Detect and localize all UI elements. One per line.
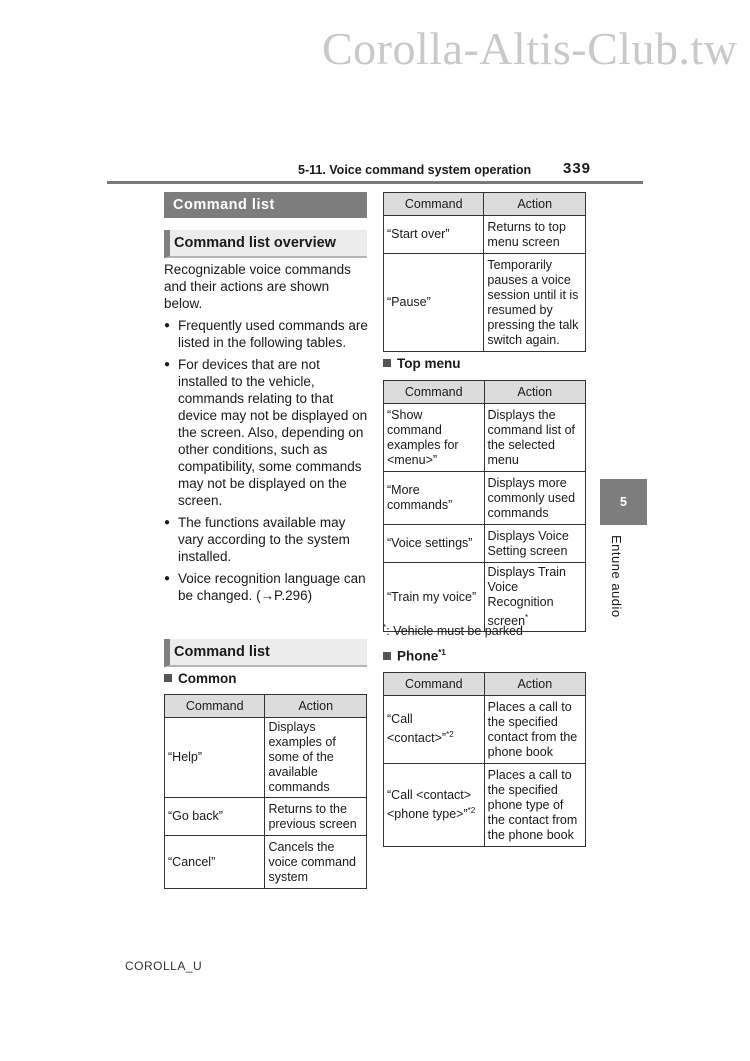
command-cell: “Show command examples for <menu>” (384, 404, 485, 472)
table-row (165, 718, 367, 798)
command-cell: “Start over” (384, 216, 484, 254)
common-heading-text: Common (178, 671, 237, 686)
command-cell (384, 696, 485, 764)
action-text: Displays Train Voice Recognition screen (487, 565, 566, 629)
top-menu-table (383, 380, 586, 632)
top-menu-heading (383, 356, 461, 371)
command-cell: “Pause” (384, 254, 484, 352)
phone-heading-sup: *1 (438, 648, 446, 657)
table-row (384, 254, 586, 352)
section-title: Command list (164, 192, 367, 218)
common-table (164, 694, 367, 889)
action-cell: Places a call to the specified contact from the phone book (484, 696, 585, 764)
square-bullet-icon (383, 652, 391, 660)
watermark: Corolla-Altis-Club.tw (322, 23, 738, 74)
bullet-item: ● Frequently used commands are listed in the following tables. (164, 317, 369, 351)
square-bullet-icon (383, 359, 391, 367)
command-cell: “Train my voice” (384, 563, 485, 632)
table-header-row (165, 695, 367, 718)
command-text: “Call <contact> <phone type>” (387, 787, 472, 822)
table-row (384, 525, 586, 563)
command-cell: “Go back” (165, 798, 265, 836)
table-row (384, 563, 586, 632)
bullet-item: ● Voice recognition language can be changed. (→P.296) (164, 570, 369, 604)
header-action: Action (484, 673, 585, 696)
common-heading (164, 671, 237, 686)
table-row (384, 472, 586, 525)
action-cell (484, 563, 586, 632)
header-rule (107, 181, 643, 184)
overview-heading: Command list overview (164, 230, 367, 258)
action-cell: Places a call to the specified phone type of the contact from the phone book (484, 764, 585, 847)
action-cell: Temporarily pauses a voice session until it is resumed by pressing the talk switch again. (484, 254, 586, 352)
footnote-mark: * (525, 613, 529, 622)
phone-heading (383, 648, 446, 664)
header-action: Action (265, 695, 367, 718)
page-number: 339 (563, 160, 592, 177)
action-cell: Displays examples of some of the available commands (265, 718, 367, 798)
bullet-item: ● The functions available may vary according to the system installed. (164, 514, 369, 565)
table-row (165, 836, 367, 889)
header-action: Action (484, 193, 586, 216)
command-list-heading: Command list (164, 639, 367, 667)
phone-heading-text: Phone (397, 648, 439, 664)
header-command: Command (384, 673, 485, 696)
table-header-row (384, 673, 586, 696)
command-text: “Call <contact>” (387, 712, 447, 746)
footnote-mark: *2 (467, 805, 476, 815)
command-cell: “Cancel” (165, 836, 265, 889)
table-row (165, 798, 367, 836)
command-cell (384, 764, 485, 847)
footnote-mark: * (383, 623, 387, 632)
header-command: Command (165, 695, 265, 718)
footnote (383, 623, 523, 638)
phone-table (383, 672, 586, 847)
overview-intro: Recognizable voice commands and their actions are shown below. (164, 262, 351, 311)
bullet-item: ● For devices that are not installed to the vehicle, commands relating to that device may not be displayed on the screen. Also, depending on other conditions, such as compatibility, some commands may not be displayed on the screen. (164, 356, 369, 509)
action-cell: Returns to the previous screen (265, 798, 367, 836)
table-row (384, 404, 586, 472)
square-bullet-icon (164, 674, 172, 682)
top-menu-heading-text: Top menu (397, 356, 461, 371)
table-header-row (384, 381, 586, 404)
chapter-label: Entune audio (609, 535, 624, 618)
table-row (384, 764, 586, 847)
overview-bullets (164, 317, 369, 609)
action-cell: Returns to top menu screen (484, 216, 586, 254)
table-row (384, 216, 586, 254)
footer-code: COROLLA_U (125, 959, 203, 973)
header-command: Command (384, 381, 485, 404)
footnote-text: : Vehicle must be parked (386, 624, 524, 639)
action-cell: Displays Voice Setting screen (484, 525, 586, 563)
command-cell: “Help” (165, 718, 265, 798)
table-header-row (384, 193, 586, 216)
chapter-tab: 5 (600, 479, 647, 525)
command-cell: “More commands” (384, 472, 485, 525)
action-cell: Cancels the voice command system (265, 836, 367, 889)
header-command: Command (384, 193, 484, 216)
table-row (384, 696, 586, 764)
action-cell: Displays more commonly used commands (484, 472, 586, 525)
running-title: 5-11. Voice command system operation (298, 163, 532, 177)
footnote-mark: *2 (446, 730, 454, 740)
action-cell: Displays the command list of the selected menu (484, 404, 586, 472)
common-continued-table (383, 192, 586, 352)
command-cell: “Voice settings” (384, 525, 485, 563)
header-action: Action (484, 381, 586, 404)
